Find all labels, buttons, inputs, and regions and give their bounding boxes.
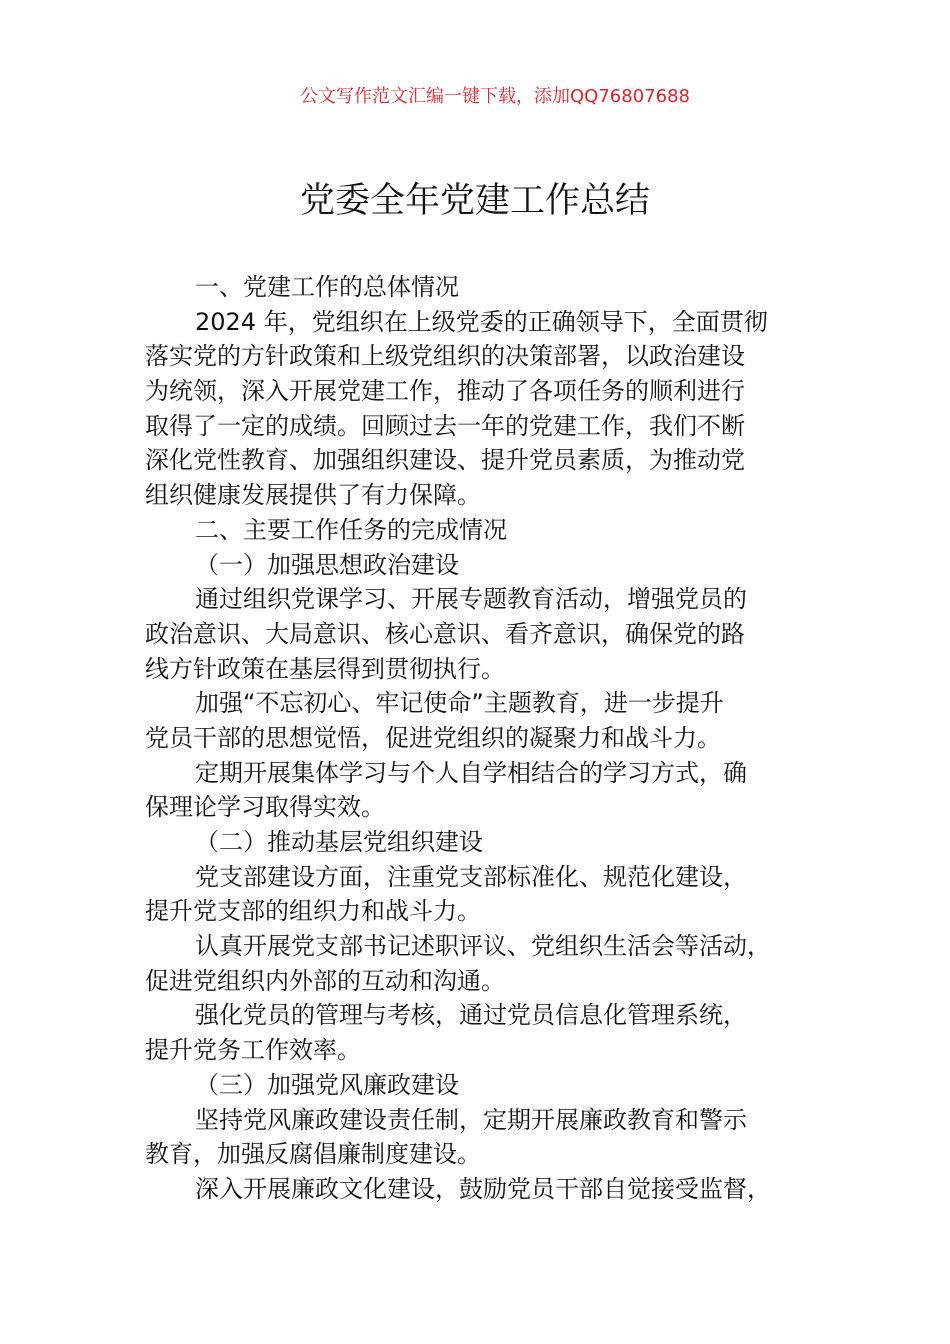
text-line: 政治意识、大局意识、核心意识、看齐意识，确保党的路 <box>145 619 745 648</box>
text-line: 组织健康发展提供了有力保障。 <box>145 481 481 510</box>
text-line: （三）加强党风廉政建设 <box>195 1070 459 1099</box>
text-line: 一、党建工作的总体情况 <box>195 273 459 301</box>
text-line: 促进党组织内外部的互动和沟通。 <box>145 966 505 995</box>
text-line: 教育，加强反腐倡廉制度建设。 <box>145 1140 481 1169</box>
text-line: （一）加强思想政治建设 <box>195 550 459 579</box>
text-line: 为统领，深入开展党建工作，推动了各项任务的顺利进行 <box>145 377 745 406</box>
text-line: 党员干部的思想觉悟，促进党组织的凝聚力和战斗力。 <box>145 723 721 752</box>
text-line: 深化党性教育、加强组织建设、提升党员素质，为推动党 <box>145 446 745 475</box>
text-line: 定期开展集体学习与个人自学相结合的学习方式，确 <box>195 758 747 787</box>
text-line: 2024 年，党组织在上级党委的正确领导下，全面贯彻 <box>195 307 768 336</box>
text-line: 提升党务工作效率。 <box>145 1036 361 1065</box>
text-line: 取得了一定的成绩。回顾过去一年的党建工作，我们不断 <box>145 411 745 440</box>
text-line: 保理论学习取得实效。 <box>145 793 385 822</box>
text-line: 加强“不忘初心、牢记使命”主题教育，进一步提升 <box>195 689 724 718</box>
text-line: 坚持党风廉政建设责任制，定期开展廉政教育和警示 <box>195 1105 747 1134</box>
text-line: 认真开展党支部书记述职评议、党组织生活会等活动， <box>195 932 771 961</box>
text-line: 深入开展廉政文化建设，鼓励党员干部自觉接受监督， <box>195 1174 771 1203</box>
text-line: 二、主要工作任务的完成情况 <box>195 515 507 544</box>
watermark-header: 公文写作范文汇编一键下载，添加QQ76807688 <box>300 86 690 107</box>
text-line: 党支部建设方面，注重党支部标准化、规范化建设， <box>195 862 747 891</box>
text-line: （二）推动基层党组织建设 <box>195 828 483 856</box>
text-line: 通过组织党课学习、开展专题教育活动，增强党员的 <box>195 585 747 614</box>
text-line: 提升党支部的组织力和战斗力。 <box>145 897 481 926</box>
text-line: 线方针政策在基层得到贯彻执行。 <box>145 654 505 683</box>
text-line: 落实党的方针政策和上级党组织的决策部署，以政治建设 <box>145 342 745 371</box>
document-body <box>145 270 825 1207</box>
document-title: 党委全年党建工作总结 <box>299 181 650 221</box>
text-line: 强化党员的管理与考核，通过党员信息化管理系统， <box>195 1001 747 1030</box>
